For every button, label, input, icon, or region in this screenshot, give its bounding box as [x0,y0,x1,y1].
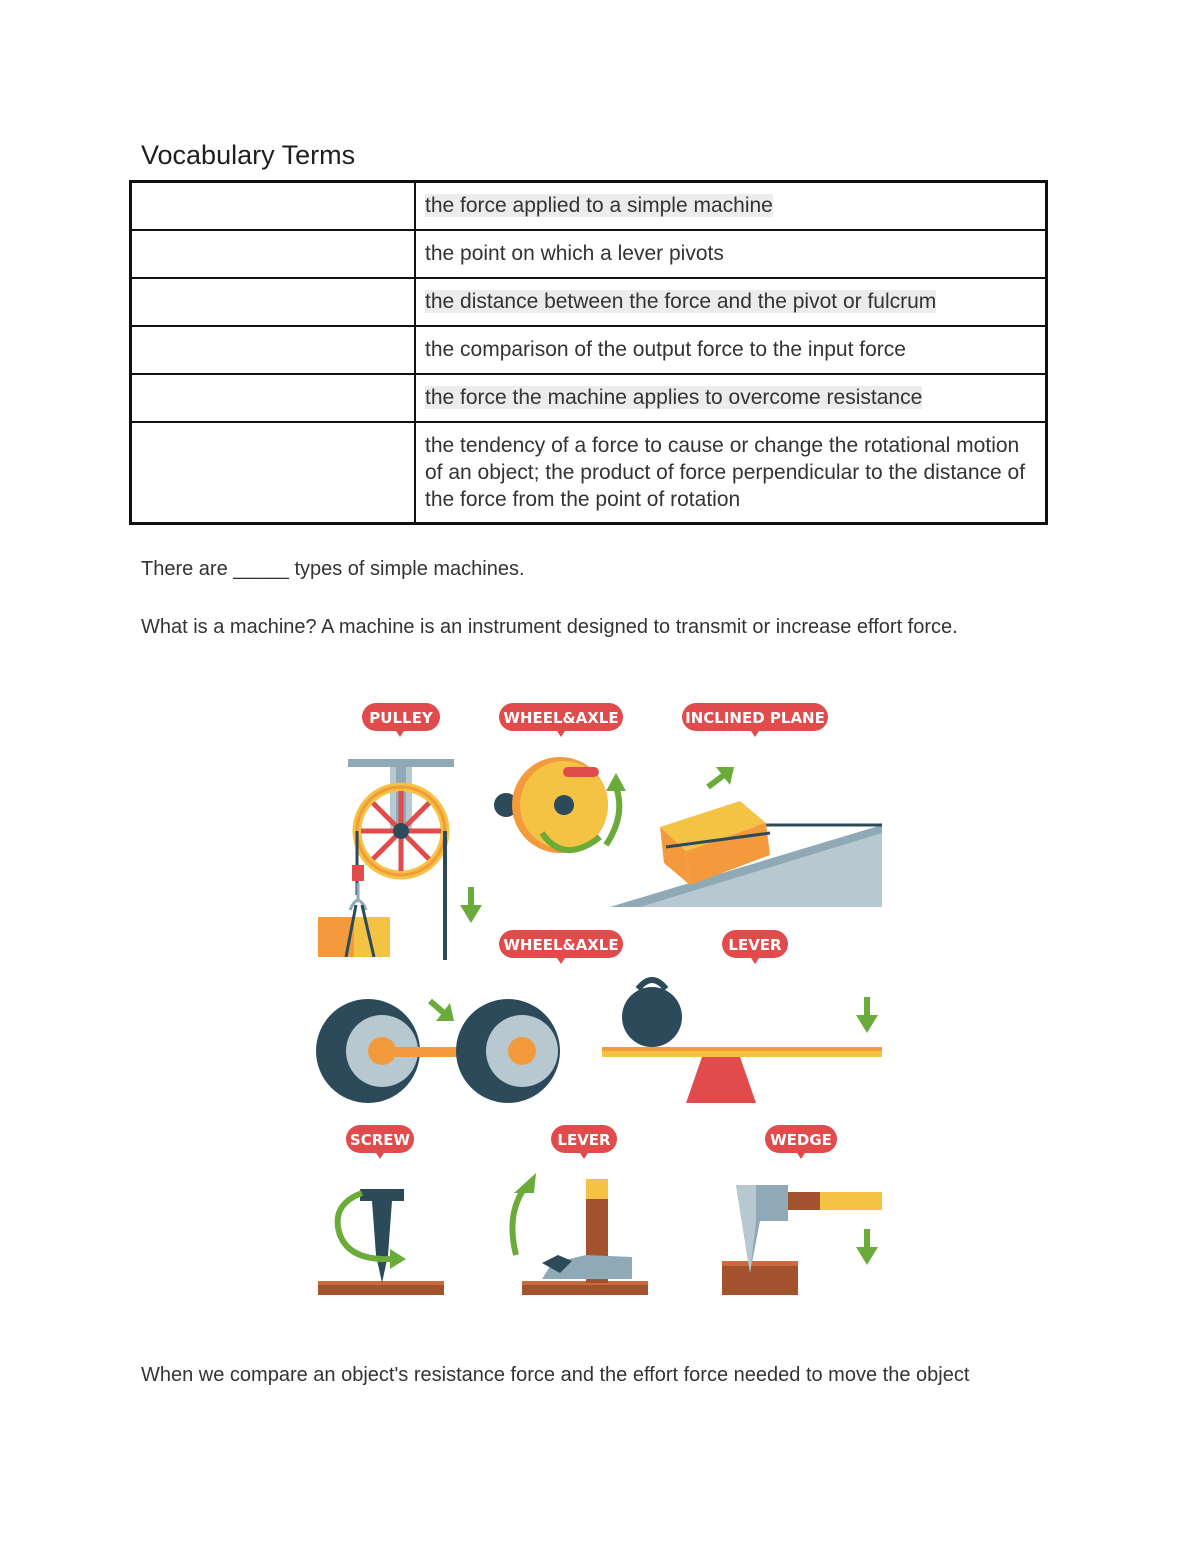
term-cell[interactable] [131,278,416,326]
screw-tag [346,1125,414,1159]
simple-machines-illustration [310,695,890,1305]
pulley-label: PULLEY [369,709,433,727]
screw-icon [318,1189,444,1295]
table-row [131,230,1047,278]
vocabulary-table [129,180,1048,525]
definition-cell: the tendency of a force to cause or change the rotational motion of an object; the product of force perpendicular to the distance of the force from the point of rotation [415,422,1047,524]
term-cell[interactable] [131,230,416,278]
term-cell[interactable] [131,182,416,230]
pulley-tag [362,703,440,737]
table-row [131,326,1047,374]
wheel-axle-label-top: WHEEL&AXLE [503,709,619,727]
wedge-icon [722,1185,882,1295]
inclined-plane-tag [682,703,828,737]
lever-tag-bottom [551,1125,617,1159]
definition-text: the distance between the force and the pivot or fulcrum [425,289,937,313]
definition-text: the comparison of the output force to the input force [425,337,906,361]
inclined-plane-label: INCLINED PLANE [685,709,825,727]
lever-label-mid: LEVER [728,936,782,954]
compare-sentence: When we compare an object's resistance force and the effort force needed to move the object [141,1364,970,1386]
term-cell[interactable] [131,374,416,422]
wheel-axle-icon-mid [316,999,560,1103]
definition-cell [415,278,1047,326]
wedge-tag [765,1125,837,1159]
wheel-axle-tag-mid [499,930,623,964]
types-question: There are _____ types of simple machines. [141,558,525,580]
table-row [131,278,1047,326]
definition-text: the force the machine applies to overcome resistance [425,385,923,409]
definition-cell [415,230,1047,278]
definition-text: the point on which a lever pivots [425,241,724,265]
definition-cell [415,182,1047,230]
machine-definition: What is a machine? A machine is an instrument designed to transmit or increase effort force. [141,616,958,638]
table-row [131,182,1047,230]
screw-label: SCREW [349,1131,411,1149]
lever-icon-mid [602,980,882,1103]
wedge-label: WEDGE [770,1131,832,1149]
definition-cell [415,374,1047,422]
term-cell[interactable] [131,326,416,374]
inclined-plane-icon [610,767,882,907]
lever-tag-mid [722,930,788,964]
lever-label-bottom: LEVER [557,1131,611,1149]
lever-icon-bottom [512,1173,648,1295]
wheel-axle-label-mid: WHEEL&AXLE [503,936,619,954]
table-row [131,422,1047,524]
term-cell[interactable] [131,422,416,524]
page-title: Vocabulary Terms [141,140,356,170]
wheel-axle-tag-top [499,703,623,737]
pulley-icon [318,759,482,960]
wheel-axle-icon-top [494,757,626,853]
table-row [131,374,1047,422]
definition-text: the force applied to a simple machine [425,193,773,217]
definition-cell [415,326,1047,374]
